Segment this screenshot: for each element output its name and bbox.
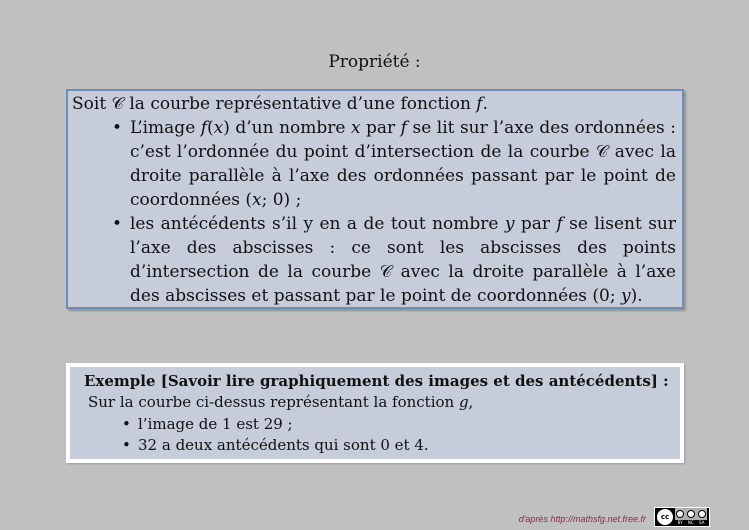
property-box [66,89,684,309]
cc-codes [675,520,707,526]
cc-code-sa: SA [698,520,705,525]
bullet-icon: • [112,118,123,138]
property-intro: Soit 𝒞 la courbe représentative d’une fonction 𝑓. [72,94,488,114]
example-item-text: 32 a deux antécédents qui sont 0 et 4. [138,436,429,454]
example-list [120,414,429,456]
cc-license-badge[interactable] [654,507,710,527]
nc-icon [687,510,695,518]
property-list [108,116,676,308]
example-item [120,414,429,435]
cc-code-nc: NC [687,520,694,525]
cc-code-by: BY [677,520,683,525]
cc-icon: cc [657,509,673,525]
cc-condition-icons [675,508,707,520]
by-icon [676,510,684,518]
property-item [108,212,676,308]
bullet-icon: • [122,436,131,454]
bullet-icon: • [122,415,131,433]
example-title: Exemple [Savoir lire graphiquement des images et des antécédents] : [84,372,669,390]
property-title: Propriété : [328,52,421,72]
property-item-text: les antécédents s’il y en a de tout nombre 𝑦 par 𝑓 se lisent sur l’axe des abscisses : ce sont les abscisses des points d’intersection de la courbe 𝒞 avec la droite parallèle à l’axe des abscisses et passant par le point de coordonnées (0; 𝑦). [130,214,676,306]
example-item-text: l’image de 1 est 29 ; [138,415,293,433]
example-intro: Sur la courbe ci-dessus représentant la fonction 𝑔, [88,393,474,411]
cc-conditions [675,508,707,526]
footer-credit-link[interactable]: d'après http://mathsfg.net.free.fr [518,514,646,524]
example-item [120,435,429,456]
sa-icon [698,510,706,518]
example-box [66,363,684,463]
property-item [108,116,676,212]
bullet-icon: • [112,214,123,234]
property-item-text: L’image 𝑓(𝑥) d’un nombre 𝑥 par 𝑓 se lit sur l’axe des ordonnées : c’est l’ordonnée du point d’intersection de la courbe 𝒞 avec la droite parallèle à l’axe des ordonnées passant par le point de coordonnées (𝑥; 0) ; [130,118,676,210]
